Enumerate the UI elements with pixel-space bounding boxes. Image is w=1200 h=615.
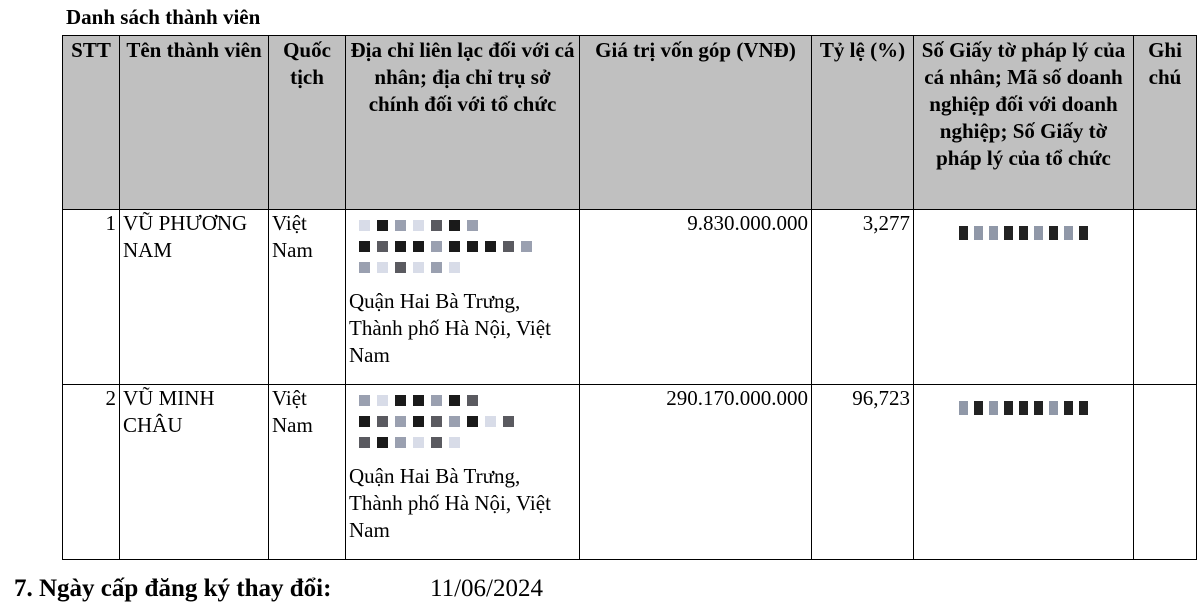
header-capital: Giá trị vốn góp (VNĐ) <box>580 36 812 210</box>
table-row <box>63 210 1197 385</box>
redacted-legal-doc <box>917 401 1130 415</box>
header-note: Ghi chú <box>1134 36 1197 210</box>
registration-date-line <box>14 574 543 604</box>
registration-date-label: 7. Ngày cấp đăng ký thay đổi: <box>14 575 332 602</box>
row-nationality: Việt Nam <box>269 385 346 560</box>
registration-date-value: 11/06/2024 <box>430 575 543 602</box>
row-address <box>346 210 580 385</box>
header-nationality: Quốc tịch <box>269 36 346 210</box>
row-ratio: 96,723 <box>812 385 914 560</box>
row-note <box>1134 385 1197 560</box>
header-legal-doc: Số Giấy tờ pháp lý của cá nhân; Mã số doanh nghiệp đối với doanh nghiệp; Số Giấy tờ pháp lý của tổ chức <box>914 36 1134 210</box>
section-title: Danh sách thành viên <box>66 5 261 29</box>
row-capital: 290.170.000.000 <box>580 385 812 560</box>
table-row <box>63 385 1197 560</box>
redacted-address <box>349 210 576 288</box>
header-address: Địa chỉ liên lạc đối với cá nhân; địa chỉ trụ sở chính đối với tổ chức <box>346 36 580 210</box>
header-stt: STT <box>63 36 120 210</box>
header-ratio: Tỷ lệ (%) <box>812 36 914 210</box>
row-note <box>1134 210 1197 385</box>
row-stt: 1 <box>63 210 120 385</box>
row-address-text: Quận Hai Bà Trưng, Thành phố Hà Nội, Việt Nam <box>349 464 551 542</box>
redacted-address <box>349 385 576 463</box>
row-address-text: Quận Hai Bà Trưng, Thành phố Hà Nội, Việt Nam <box>349 289 551 367</box>
row-ratio: 3,277 <box>812 210 914 385</box>
row-capital: 9.830.000.000 <box>580 210 812 385</box>
header-member-name: Tên thành viên <box>120 36 269 210</box>
row-legal-doc <box>914 385 1134 560</box>
row-member-name: VŨ PHƯƠNG NAM <box>120 210 269 385</box>
row-legal-doc <box>914 210 1134 385</box>
members-table <box>62 35 1197 560</box>
row-member-name: VŨ MINH CHÂU <box>120 385 269 560</box>
row-address <box>346 385 580 560</box>
redacted-legal-doc <box>917 226 1130 240</box>
row-nationality: Việt Nam <box>269 210 346 385</box>
row-stt: 2 <box>63 385 120 560</box>
table-header-row <box>63 36 1197 210</box>
